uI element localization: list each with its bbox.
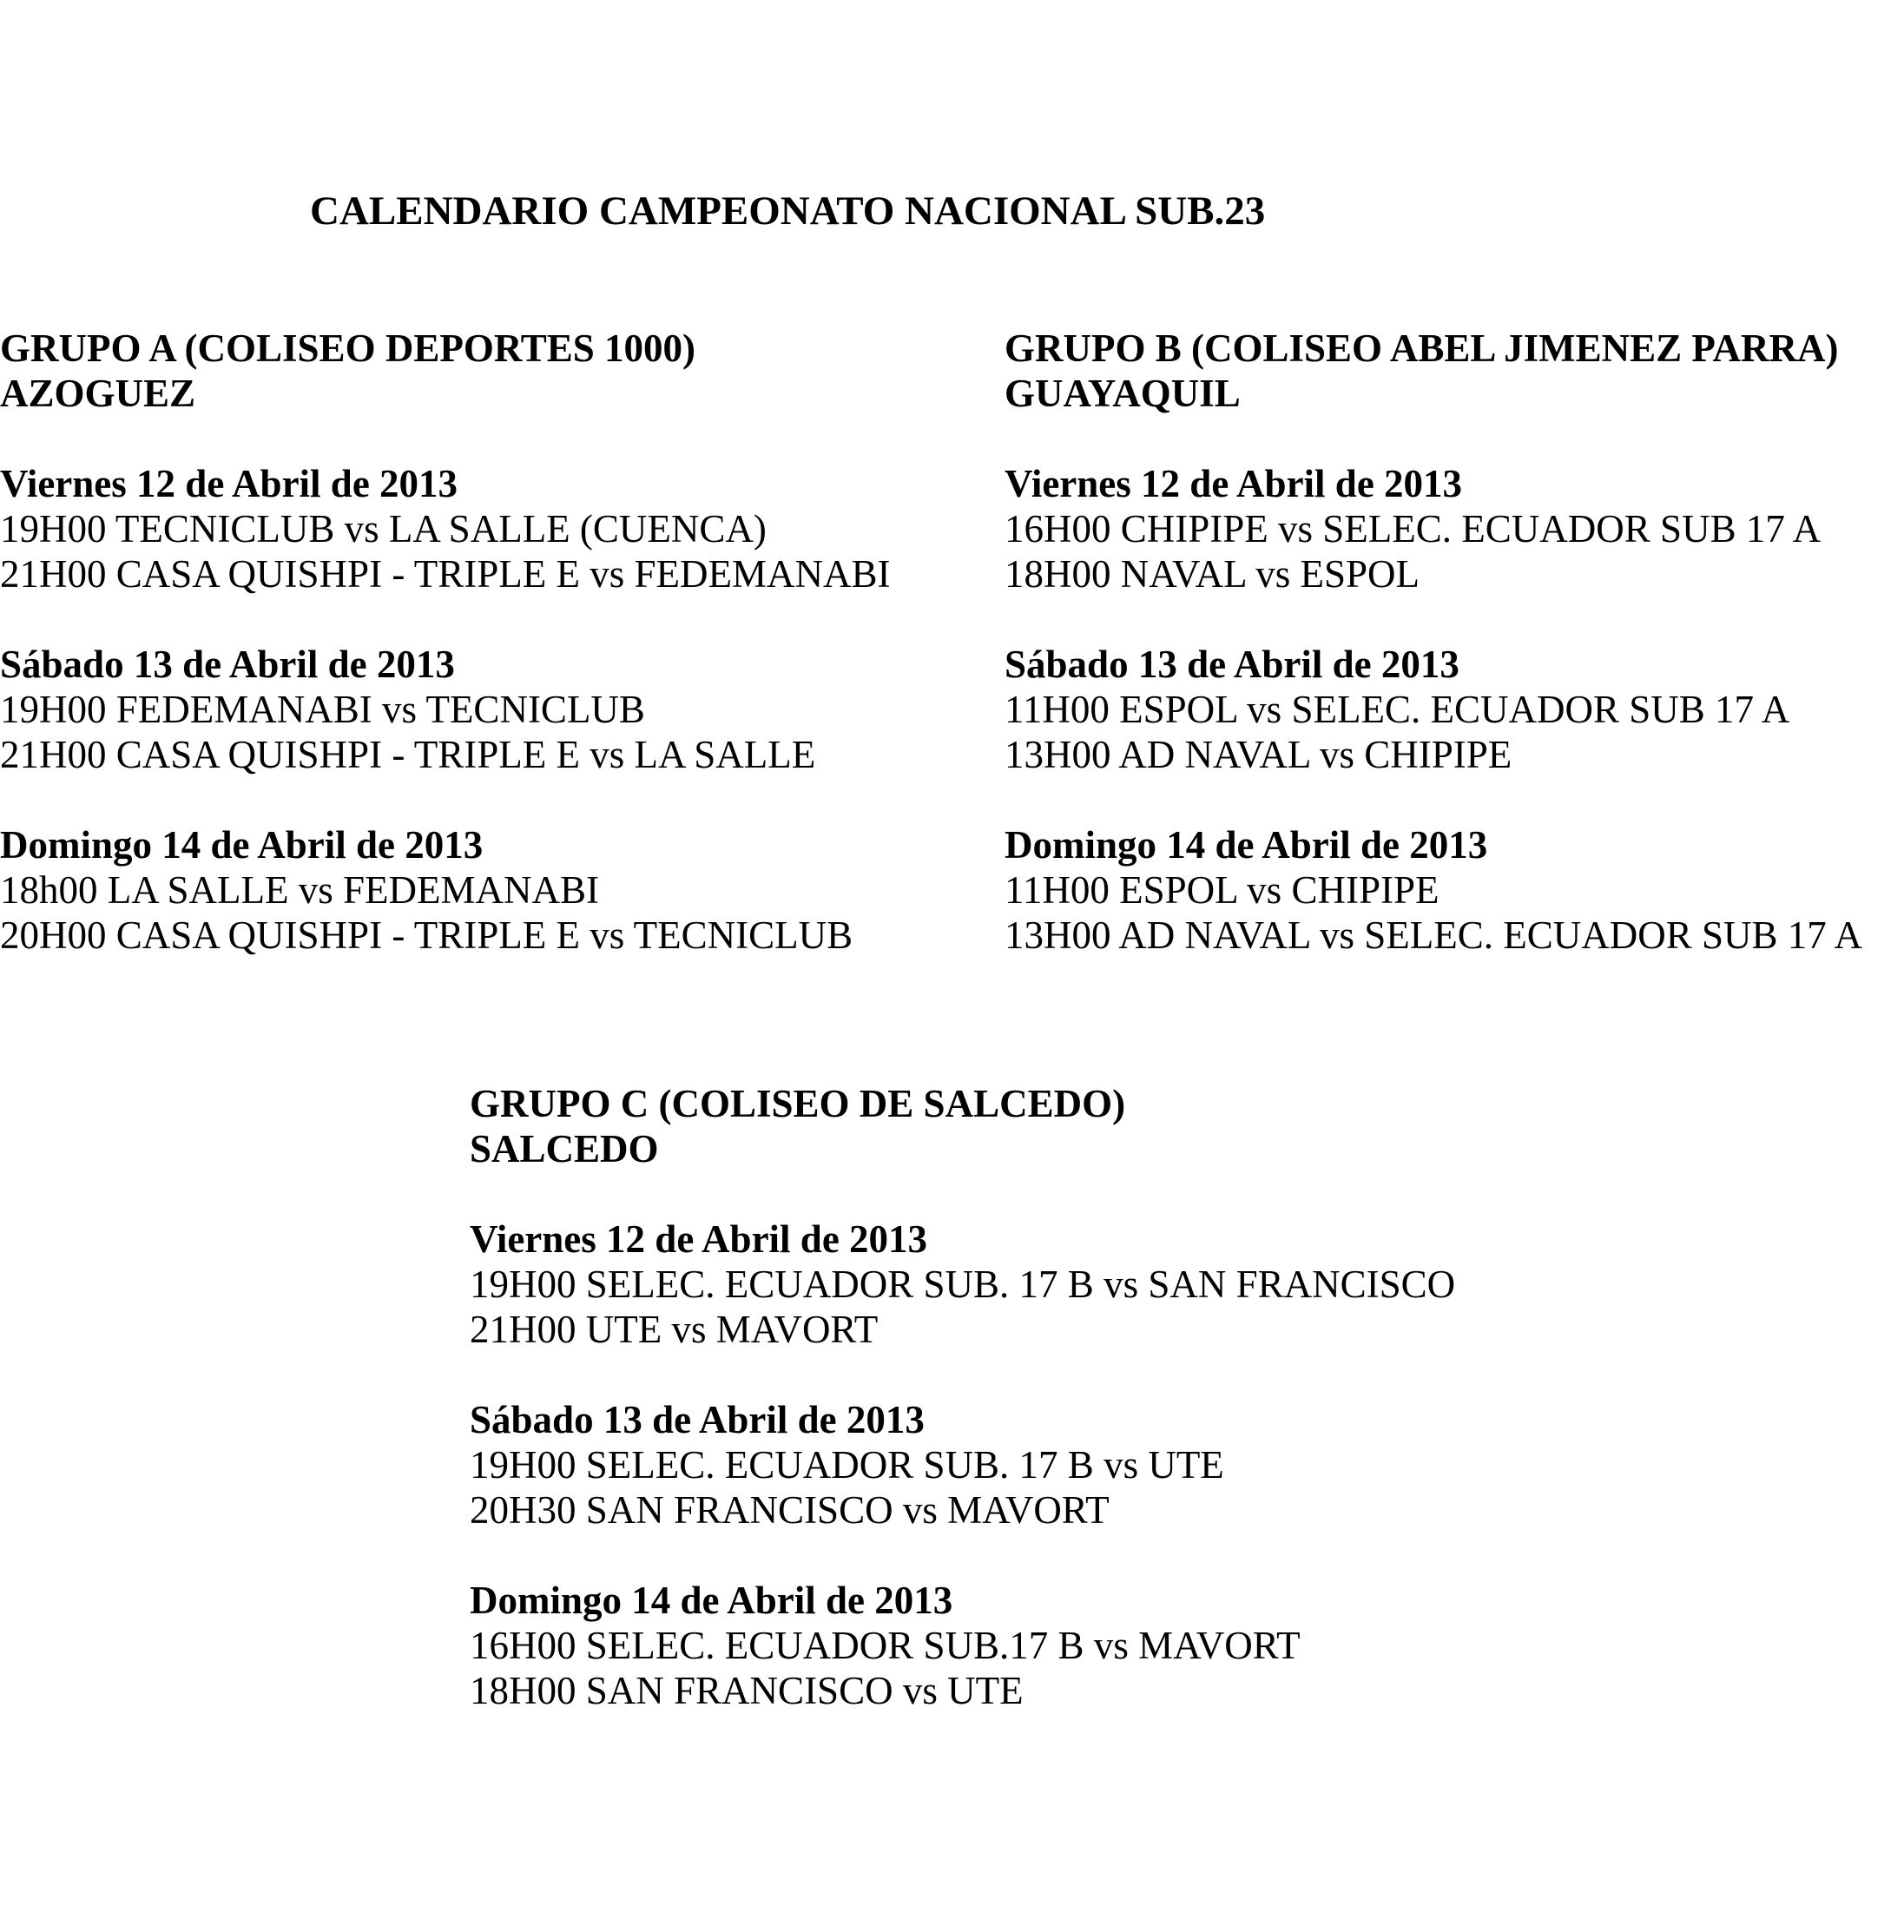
- match-line: 11H00 ESPOL vs CHIPIPE: [1005, 868, 1440, 912]
- day-title: Domingo 14 de Abril de 2013: [0, 823, 484, 867]
- day-block: [470, 1578, 1455, 1713]
- group-name: GRUPO B (COLISEO ABEL JIMENEZ PARRA): [1005, 326, 1839, 370]
- match-line: 18H00 NAVAL vs ESPOL: [1005, 552, 1420, 596]
- match-line: 13H00 AD NAVAL vs CHIPIPE: [1005, 733, 1512, 776]
- group-city: SALCEDO: [470, 1127, 659, 1170]
- match-line: 19H00 FEDEMANABI vs TECNICLUB: [0, 688, 645, 731]
- match-line: 19H00 SELEC. ECUADOR SUB. 17 B vs UTE: [470, 1443, 1224, 1487]
- match-line: 21H00 UTE vs MAVORT: [470, 1308, 879, 1351]
- match-line: 19H00 SELEC. ECUADOR SUB. 17 B vs SAN FRANCISCO: [470, 1263, 1456, 1306]
- day-block: [0, 822, 891, 958]
- match-line: 21H00 CASA QUISHPI - TRIPLE E vs LA SALLE: [0, 733, 816, 776]
- match-line: 18h00 LA SALLE vs FEDEMANABI: [0, 868, 600, 912]
- group-c-section: [470, 1081, 1455, 1713]
- match-line: 20H00 CASA QUISHPI - TRIPLE E vs TECNICLUB: [0, 913, 853, 957]
- group-a-section: [0, 326, 891, 958]
- day-block: [470, 1217, 1455, 1352]
- match-line: 16H00 SELEC. ECUADOR SUB.17 B vs MAVORT: [470, 1624, 1301, 1667]
- match-line: 21H00 CASA QUISHPI - TRIPLE E vs FEDEMANABI: [0, 552, 891, 596]
- match-line: 18H00 SAN FRANCISCO vs UTE: [470, 1669, 1024, 1712]
- day-title: Viernes 12 de Abril de 2013: [470, 1217, 928, 1261]
- group-name: GRUPO C (COLISEO DE SALCEDO): [470, 1082, 1126, 1125]
- match-line: 13H00 AD NAVAL vs SELEC. ECUADOR SUB 17 A: [1005, 913, 1863, 957]
- group-city: AZOGUEZ: [0, 372, 196, 415]
- day-title: Sábado 13 de Abril de 2013: [1005, 643, 1459, 686]
- day-block: [1005, 642, 1862, 777]
- page-title: CALENDARIO CAMPEONATO NACIONAL SUB.23: [310, 188, 1266, 234]
- match-line: 11H00 ESPOL vs SELEC. ECUADOR SUB 17 A: [1005, 688, 1790, 731]
- group-b-section: [1005, 326, 1862, 958]
- day-block: [0, 461, 891, 597]
- day-title: Sábado 13 de Abril de 2013: [0, 643, 455, 686]
- group-name: GRUPO A (COLISEO DEPORTES 1000): [0, 326, 696, 370]
- day-title: Sábado 13 de Abril de 2013: [470, 1398, 925, 1441]
- day-title: Viernes 12 de Abril de 2013: [1005, 462, 1463, 505]
- day-title: Domingo 14 de Abril de 2013: [470, 1579, 953, 1622]
- day-title: Viernes 12 de Abril de 2013: [0, 462, 458, 505]
- day-block: [1005, 822, 1862, 958]
- match-line: 16H00 CHIPIPE vs SELEC. ECUADOR SUB 17 A: [1005, 507, 1822, 551]
- day-title: Domingo 14 de Abril de 2013: [1005, 823, 1488, 867]
- match-line: 19H00 TECNICLUB vs LA SALLE (CUENCA): [0, 507, 767, 551]
- day-block: [1005, 461, 1862, 597]
- day-block: [0, 642, 891, 777]
- day-block: [470, 1397, 1455, 1533]
- match-line: 20H30 SAN FRANCISCO vs MAVORT: [470, 1488, 1110, 1532]
- group-city: GUAYAQUIL: [1005, 372, 1241, 415]
